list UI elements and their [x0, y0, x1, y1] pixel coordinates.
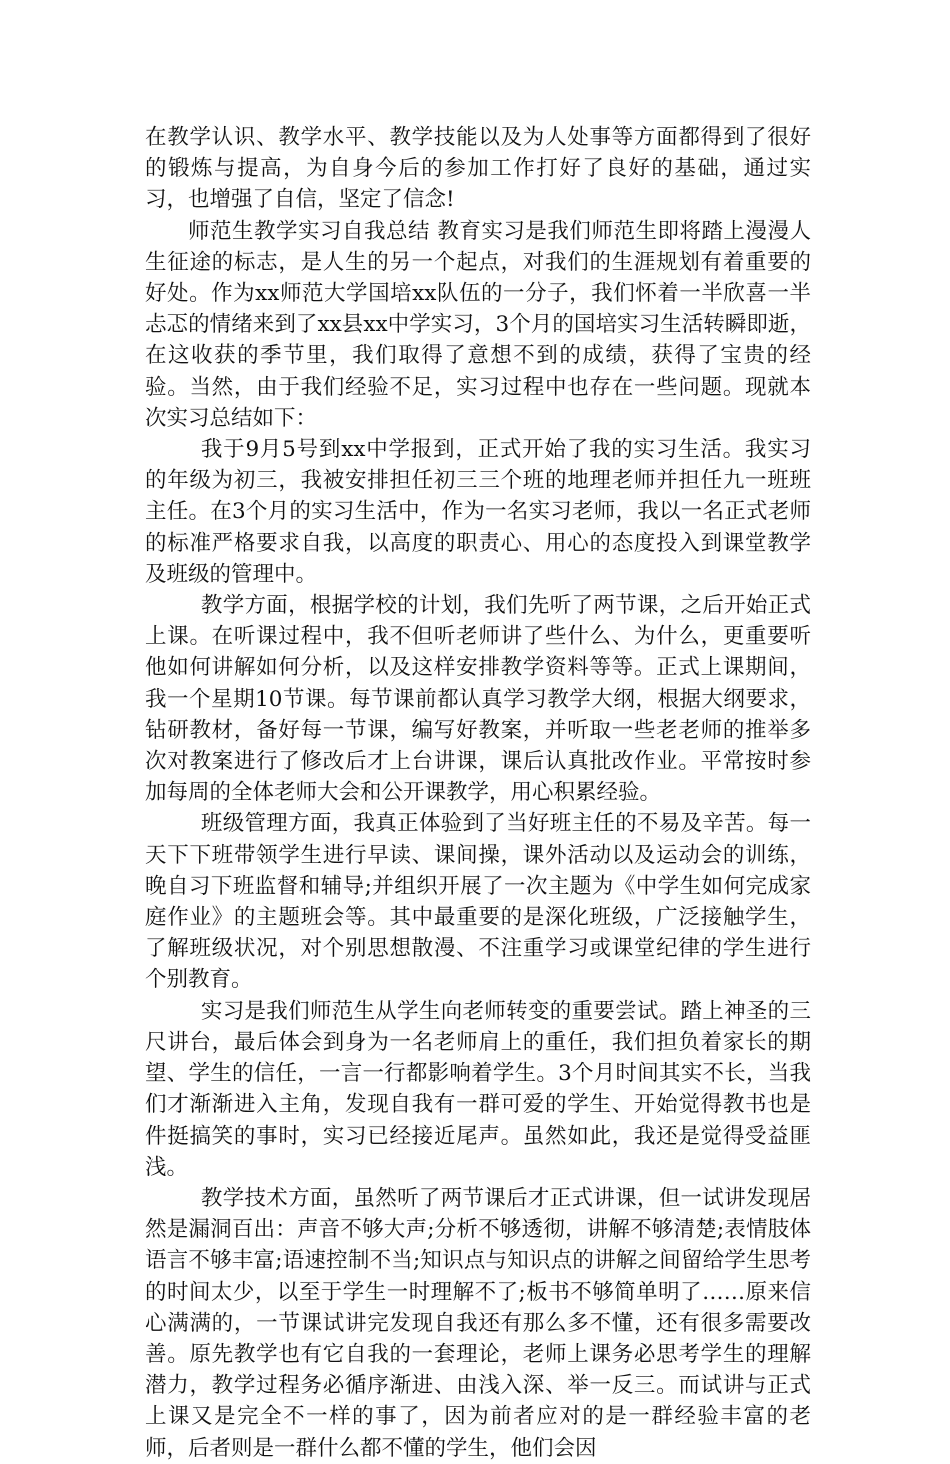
paragraph-2: 师范生教学实习自我总结 教育实习是我们师范生即将踏上漫漫人生征途的标志，是人生的另一个起点，对我们的生涯规划有着重要的好处。作为xx师范大学国培xx队伍的一分子，我们怀着一半欣喜一半忐忑的情绪来到了xx县xx中学实习，3个月的国培实习生活转瞬即逝，在这收获的季节里，我们取得了意想不到的成绩，获得了宝贵的经验。当然，由于我们经验不足，实习过程中也存在一些问题。现就本次实习总结如下： — [145, 218, 811, 431]
document-page — [145, 122, 811, 1464]
paragraph-4: 教学方面，根据学校的计划，我们先听了两节课，之后开始正式上课。在听课过程中，我不但听老师讲了些什么、为什么，更重要听他如何讲解如何分析，以及这样安排教学资料等等。正式上课期间，我一个星期10节课。每节课前都认真学习教学大纲，根据大纲要求，钻研教材，备好每一节课，编写好教案，并听取一些老老师的推举多次对教案进行了修改后才上台讲课，课后认真批改作业。平常按时参加每周的全体老师大会和公开课教学，用心积累经验。 — [145, 593, 811, 806]
paragraph-5: 班级管理方面，我真正体验到了当好班主任的不易及辛苦。每一天下下班带领学生进行早读、课间操，课外活动以及运动会的训练，晚自习下班监督和辅导;并组织开展了一次主题为《中学生如何完成家庭作业》的主题班会等。其中最重要的是深化班级，广泛接触学生，了解班级状况，对个别思想散漫、不注重学习或课堂纪律的学生进行个别教育。 — [145, 811, 811, 993]
paragraph-6: 实习是我们师范生从学生向老师转变的重要尝试。踏上神圣的三尺讲台，最后体会到身为一名老师肩上的重任，我们担负着家长的期望、学生的信任，一言一行都影响着学生。3个月时间其实不长，当我们才渐渐进入主角，发现自我有一群可爱的学生、开始觉得教书也是件挺搞笑的事时，实习已经接近尾声。虽然如此，我还是觉得受益匪浅。 — [145, 998, 811, 1180]
paragraph-3: 我于9月5号到xx中学报到，正式开始了我的实习生活。我实习的年级为初三，我被安排担任初三三个班的地理老师并担任九一班班主任。在3个月的实习生活中，作为一名实习老师，我以一名正式老师的标准严格要求自我，以高度的职责心、用心的态度投入到课堂教学及班级的管理中。 — [145, 437, 811, 587]
paragraph-1: 在教学认识、教学水平、教学技能以及为人处事等方面都得到了很好的锻炼与提高，为自身今后的参加工作打好了良好的基础，通过实习，也增强了自信，坚定了信念! — [145, 125, 811, 213]
paragraph-7: 教学技术方面，虽然听了两节课后才正式讲课，但一试讲发现居然是漏洞百出：声音不够大声;分析不够透彻，讲解不够清楚;表情肢体语言不够丰富;语速控制不当;知识点与知识点的讲解之间留给学生思考的时间太少，以至于学生一时理解不了;板书不够简单明了……原来信心满满的，一节课试讲完发现自我还有那么多不懂，还有很多需要改善。原先教学也有它自我的一套理论，老师上课务必思考学生的理解潜力，教学过程务必循序渐进、由浅入深、举一反三。而试讲与正式上课又是完全不一样的事了，因为前者应对的是一群经验丰富的老师，后者则是一群什么都不懂的学生，他们会因 — [145, 1185, 811, 1461]
